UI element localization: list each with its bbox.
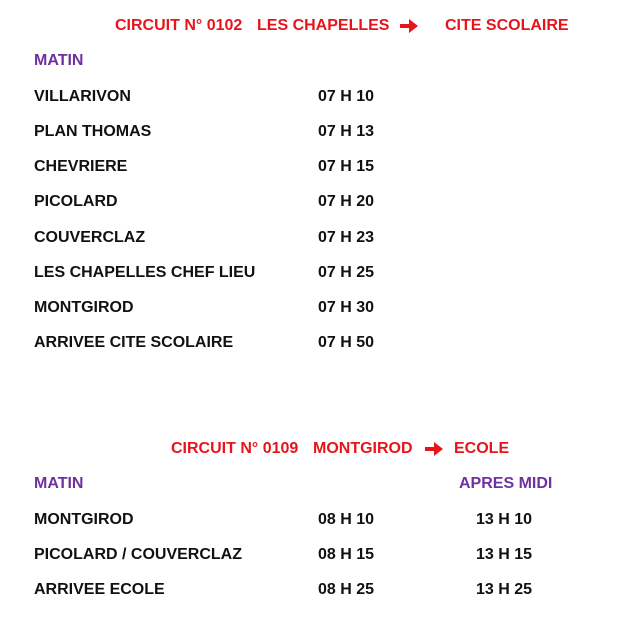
stop-time-morning: 08 H 25 [318,581,375,598]
stop-time-afternoon: 13 H 25 [476,581,533,598]
stop-time: 07 H 10 [318,88,375,105]
stop-name: COUVERCLAZ [34,229,146,246]
circuit2-title-to: ECOLE [454,440,510,457]
stop-name: VILLARIVON [34,88,131,105]
circuit2-title-number: CIRCUIT N° 0109 [171,440,299,457]
stop-time-afternoon: 13 H 10 [476,511,533,528]
stop-time: 07 H 25 [318,264,375,281]
stop-name: PICOLARD [34,193,118,210]
circuit2-title-from: MONTGIROD [313,440,413,457]
stop-name: LES CHAPELLES CHEF LIEU [34,264,256,281]
stop-time-afternoon: 13 H 15 [476,546,533,563]
stop-time-morning: 08 H 15 [318,546,375,563]
circuit2-section-apres-midi: APRES MIDI [459,475,553,492]
stop-time: 07 H 20 [318,193,375,210]
stop-name: MONTGIROD [34,511,134,528]
circuit1-section-matin: MATIN [34,52,84,69]
stop-name: MONTGIROD [34,299,134,316]
right-arrow-icon [399,18,419,34]
stop-name: ARRIVEE CITE SCOLAIRE [34,334,234,351]
stop-name: PLAN THOMAS [34,123,152,140]
circuit2-section-matin: MATIN [34,475,84,492]
circuit1-title-from: LES CHAPELLES [257,17,390,34]
circuit1-title-to: CITE SCOLAIRE [445,17,569,34]
stop-name: ARRIVEE ECOLE [34,581,165,598]
circuit1-title-number: CIRCUIT N° 0102 [115,17,243,34]
stop-name: PICOLARD / COUVERCLAZ [34,546,242,563]
stop-time-morning: 08 H 10 [318,511,375,528]
stop-time: 07 H 13 [318,123,375,140]
stop-time: 07 H 23 [318,229,375,246]
stop-time: 07 H 15 [318,158,375,175]
stop-time: 07 H 50 [318,334,375,351]
stop-name: CHEVRIERE [34,158,128,175]
right-arrow-icon [424,441,444,457]
stop-time: 07 H 30 [318,299,375,316]
